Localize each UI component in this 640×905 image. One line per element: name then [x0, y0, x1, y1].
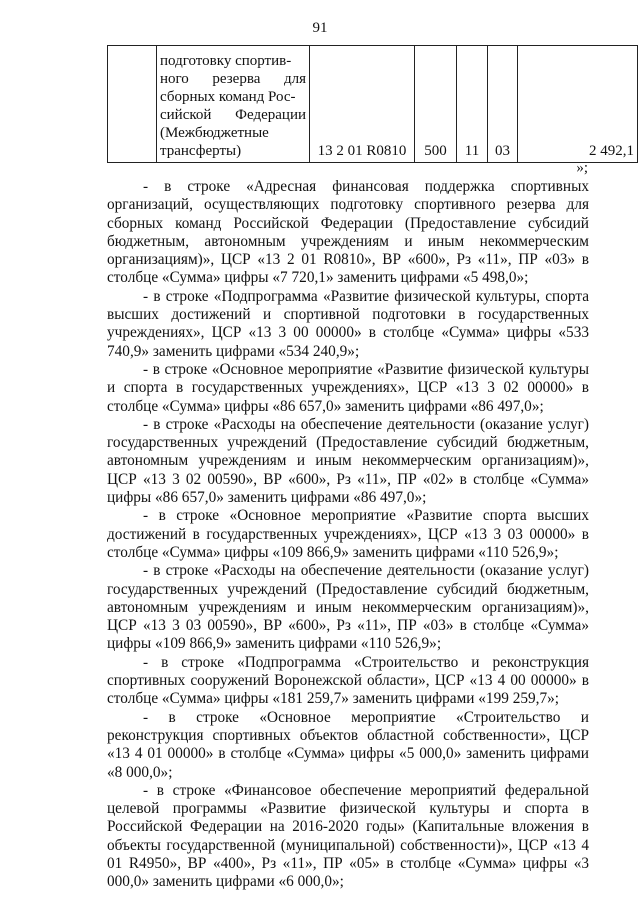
paragraph: - в строке «Основное мероприятие «Развитие спорта высших достижений в государственных учреждениях», ЦСР «13 3 03 00000» в столбце «Сумма» цифры «109 866,9» заменить цифрами «110 526,9»; — [107, 507, 589, 561]
page-number: 91 — [312, 20, 328, 36]
name-line: сборных команд Рос- — [160, 89, 296, 105]
paragraph: - в строке «Финансовое обеспечение мероприятий федеральной целевой программы «Развитие физической культуры и спорта в Российской Федерации на 2016-2020 годы» (Капитальные вложения в объекты государственной (муниципальной) собственности)», ЦСР «13 4 01 R4950», ВР «400», Рз «11», ПР «05» в столбце «Сумма» цифры «3 000,0» заменить цифрами «6 000,0»; — [107, 781, 589, 891]
name-line: сийской Федерации — [160, 107, 306, 123]
paragraph: - в строке «Основное мероприятие «Строительство и реконструкция спортивных объектов областной собственности», ЦСР «13 4 01 00000» в столбце «Сумма» цифры «5 000,0» заменить цифрами «8 000,0»; — [107, 708, 589, 781]
table-cell-empty — [108, 46, 157, 163]
name-line: трансферты) — [160, 143, 242, 159]
table-cell-name — [157, 46, 310, 163]
name-line: ного резерва для — [160, 71, 306, 87]
amendments-text — [107, 178, 589, 892]
table-cell-csr: 13 2 01 R0810 — [310, 46, 415, 163]
paragraph: - в строке «Адресная финансовая поддержка спортивных организаций, осуществляющих подготовку спортивного резерва для сборных команд Российской Федерации (Предоставление субсидий бюджетным, автономным учреждениям и иным некоммерческим организациям)», ЦСР «13 2 01 R0810», ВР «600», Рз «11», ПР «03» в столбце «Сумма» цифры «7 720,1» заменить цифрами «5 498,0»; — [107, 178, 589, 287]
table-cell-pr: 03 — [488, 46, 518, 163]
name-line: (Межбюджетные — [160, 125, 269, 141]
table-closing-quote: »; — [576, 160, 588, 176]
name-line: подготовку спортив- — [160, 53, 292, 69]
paragraph: - в строке «Расходы на обеспечение деятельности (оказание услуг) государственных учреждений (Предоставление субсидий бюджетным, автономным учреждениям и иным некоммерческим организациям)», ЦСР «13 3 02 00590», ВР «600», Рз «11», ПР «02» в столбце «Сумма» цифры «86 657,0» заменить цифрами «86 497,0»; — [107, 415, 589, 507]
paragraph: - в строке «Подпрограмма «Развитие физической культуры, спорта высших достижений и спортивной подготовки в государственных учреждениях», ЦСР «13 3 00 00000» в столбце «Сумма» цифры «533 740,9» заменить цифрами «534 240,9»; — [107, 287, 589, 360]
budget-table — [107, 45, 638, 163]
paragraph: - в строке «Подпрограмма «Строительство и реконструкция спортивных сооружений Воронежской области», ЦСР «13 4 00 00000» в столбце «Сумма» цифры «181 259,7» заменить цифрами «199 259,7»; — [107, 653, 589, 708]
table-row — [108, 46, 638, 163]
table-cell-sum: 2 492,1 — [518, 46, 638, 163]
table-cell-rz: 11 — [457, 46, 488, 163]
paragraph: - в строке «Расходы на обеспечение деятельности (оказание услуг) государственных учреждений (Предоставление субсидий бюджетным, автономным учреждениям и иным некоммерческим организациям)», ЦСР «13 3 03 00590», ВР «600», Рз «11», ПР «03» в столбце «Сумма» цифры «109 866,9» заменить цифрами «110 526,9»; — [107, 562, 589, 653]
paragraph: - в строке «Основное мероприятие «Развитие физической культуры и спорта в государственных учреждениях», ЦСР «13 3 02 00000» в столбце «Сумма» цифры «86 657,0» заменить цифрами «86 497,0»; — [107, 360, 589, 415]
table-cell-vr: 500 — [415, 46, 457, 163]
